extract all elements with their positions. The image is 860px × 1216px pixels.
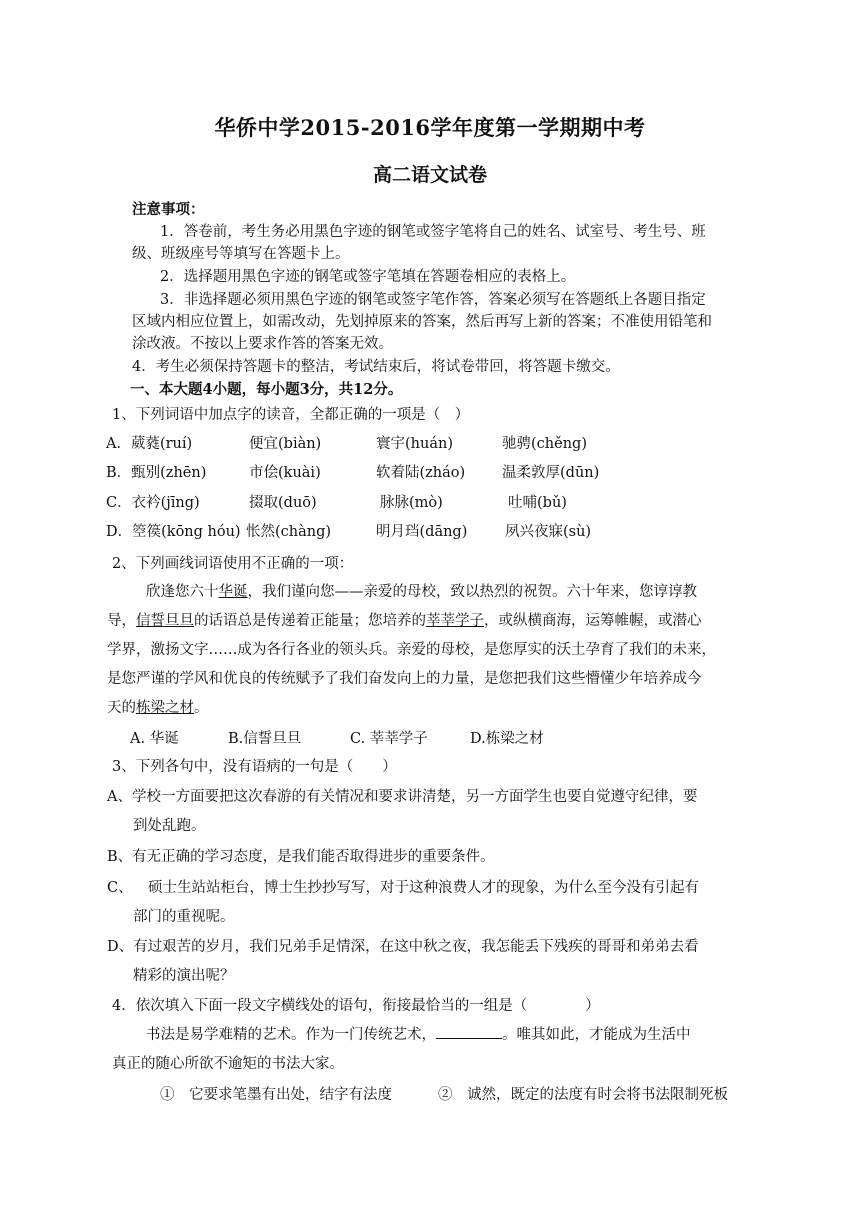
notice-item-2: 2．选择题用黑色字迹的钢笔或签字笔填在答题卷相应的表格上。 xyxy=(160,269,576,285)
q1-b-1: B．甄别(zhēn) xyxy=(106,465,207,481)
exam-title: 华侨中学2015-2016学年度第一学期期中考 xyxy=(214,115,646,140)
q3-option-d-cont: 精彩的演出呢？ xyxy=(133,968,235,984)
q1-c-1: C．衣衿(jīng) xyxy=(106,495,200,511)
exam-subtitle: 高二语文试卷 xyxy=(372,164,487,186)
notice-heading: 注意事项： xyxy=(132,201,205,218)
q2-option-d: D.栋梁之材 xyxy=(470,731,544,747)
q1-a-4: 驰骋(chěng) xyxy=(502,436,587,452)
notice-item-1-cont: 级、班级座号等填写在答题卡上。 xyxy=(132,246,350,262)
q2-option-a: A. 华诞 xyxy=(130,731,179,747)
q4-passage-line-1 xyxy=(146,1023,691,1044)
q2-underlined-term: 莘莘学子 xyxy=(426,613,484,629)
q2-passage-line-1 xyxy=(146,580,697,601)
notice-item-4: 4．考生必须保持答题卡的整洁，考试结束后，将试卷带回，将答题卡缴交。 xyxy=(132,359,620,375)
q3-option-a-cont: 到处乱跑。 xyxy=(133,818,206,834)
q2-passage-line-4: 是您严谨的学风和优良的传统赋予了我们奋发向上的力量，是您把我们这些懵懂少年培养成今 xyxy=(107,671,702,687)
q1-a-2: 便宜(biàn) xyxy=(249,436,322,452)
q1-b-2: 市侩(kuài) xyxy=(249,465,321,481)
q2-text: ，或纵横商海，运筹帷幄，或潜心 xyxy=(484,613,702,629)
q1-d-4: 夙兴夜寐(sù) xyxy=(505,524,592,540)
q4-choice-2: ② 诚然，既定的法度有时会将书法限制死板 xyxy=(438,1087,728,1103)
q2-text: ，我们谨向您——亲爱的母校，致以热烈的祝贺。六十年来，您谆谆教 xyxy=(247,584,697,600)
q1-a-3: 寰宇(huán) xyxy=(376,436,453,452)
q1-b-3: 软着陆(zháo) xyxy=(376,465,466,481)
q2-text: 欣逢您六十 xyxy=(146,584,219,600)
q2-passage-line-5 xyxy=(107,696,209,717)
q2-option-b: B.信誓旦旦 xyxy=(228,731,302,747)
q3-option-c-label: C、 xyxy=(107,880,133,896)
question-4-stem: 4．依次填入下面一段文字横线处的语句，衔接最恰当的一组是（ ） xyxy=(112,998,600,1014)
q1-c-3: 脉脉(mò) xyxy=(380,495,443,511)
q3-option-c: 硕士生站站柜台，博士生抄抄写写，对于这种浪费人才的现象，为什么至今没有引起有 xyxy=(148,880,699,896)
q2-underlined-term: 信誓旦旦 xyxy=(136,613,194,629)
q2-text: 。 xyxy=(194,700,209,716)
section-heading: 一、本大题4小题，每小题3分，共12分。 xyxy=(130,381,403,398)
q1-d-2: 怅然(chàng) xyxy=(246,524,332,540)
q4-text: 书法是易学难精的艺术。作为一门传统艺术， xyxy=(146,1027,436,1043)
q3-option-a: A、学校一方面要把这次春游的有关情况和要求讲清楚，另一方面学生也要自觉遵守纪律，要 xyxy=(107,789,698,805)
q1-a-1: A．葳蕤(ruí) xyxy=(106,436,193,452)
q2-option-c: C. 莘莘学子 xyxy=(350,731,428,747)
q1-c-4: 吐哺(bǔ) xyxy=(508,495,567,511)
q3-option-d: D、有过艰苦的岁月，我们兄弟手足情深，在这中秋之夜，我怎能丢下残疾的哥哥和弟弟去看 xyxy=(107,939,699,955)
q3-option-b: B、有无正确的学习态度，是我们能否取得进步的重要条件。 xyxy=(107,849,495,865)
q4-passage-line-2: 真正的随心所欲不逾矩的书法大家。 xyxy=(112,1056,344,1072)
q3-option-c-cont: 部门的重视呢。 xyxy=(133,909,235,925)
question-2-stem: 2、下列画线词语使用不正确的一项： xyxy=(112,556,354,572)
q2-text: 导， xyxy=(107,613,136,629)
question-1-stem: 1、下列词语中加点字的读音，全都正确的一项是（ ） xyxy=(112,407,470,423)
q1-d-3: 明月珰(dāng) xyxy=(376,524,468,540)
q4-blank xyxy=(436,1024,502,1039)
question-3-stem: 3、下列各句中，没有语病的一句是（ ） xyxy=(112,759,397,775)
q1-d-1: D．箜篌(kōng hóu) xyxy=(106,524,241,540)
q4-text: 。唯其如此，才能成为生活中 xyxy=(502,1027,691,1043)
q4-choice-1: ① 它要求笔墨有出处，结字有法度 xyxy=(160,1087,392,1103)
q2-underlined-term: 栋梁之材 xyxy=(136,700,194,716)
q2-passage-line-2 xyxy=(107,609,702,630)
notice-item-1: 1．答卷前，考生务必用黑色字迹的钢笔或签字笔将自己的姓名、试室号、考生号、班 xyxy=(160,224,706,240)
q2-text: 的话语总是传递着正能量；您培养的 xyxy=(194,613,426,629)
q1-c-2: 掇取(duō) xyxy=(249,495,317,511)
q2-underlined-term: 华诞 xyxy=(218,584,248,600)
notice-item-3: 3．非选择题必须用黑色字迹的钢笔或签字笔作答，答案必须写在答题纸上各题目指定 xyxy=(160,292,706,308)
q1-b-4: 温柔敦厚(dūn) xyxy=(502,465,600,481)
q2-text: 天的 xyxy=(107,700,136,716)
q2-passage-line-3: 学界，激扬文字……成为各行各业的领头兵。亲爱的母校，是您厚实的沃土孕育了我们的未来， xyxy=(107,642,716,658)
notice-item-3-cont-2: 涂改液。不按以上要求作答的答案无效。 xyxy=(132,336,393,352)
notice-item-3-cont-1: 区域内相应位置上，如需改动，先划掉原来的答案，然后再写上新的答案；不准使用铅笔和 xyxy=(132,314,712,330)
